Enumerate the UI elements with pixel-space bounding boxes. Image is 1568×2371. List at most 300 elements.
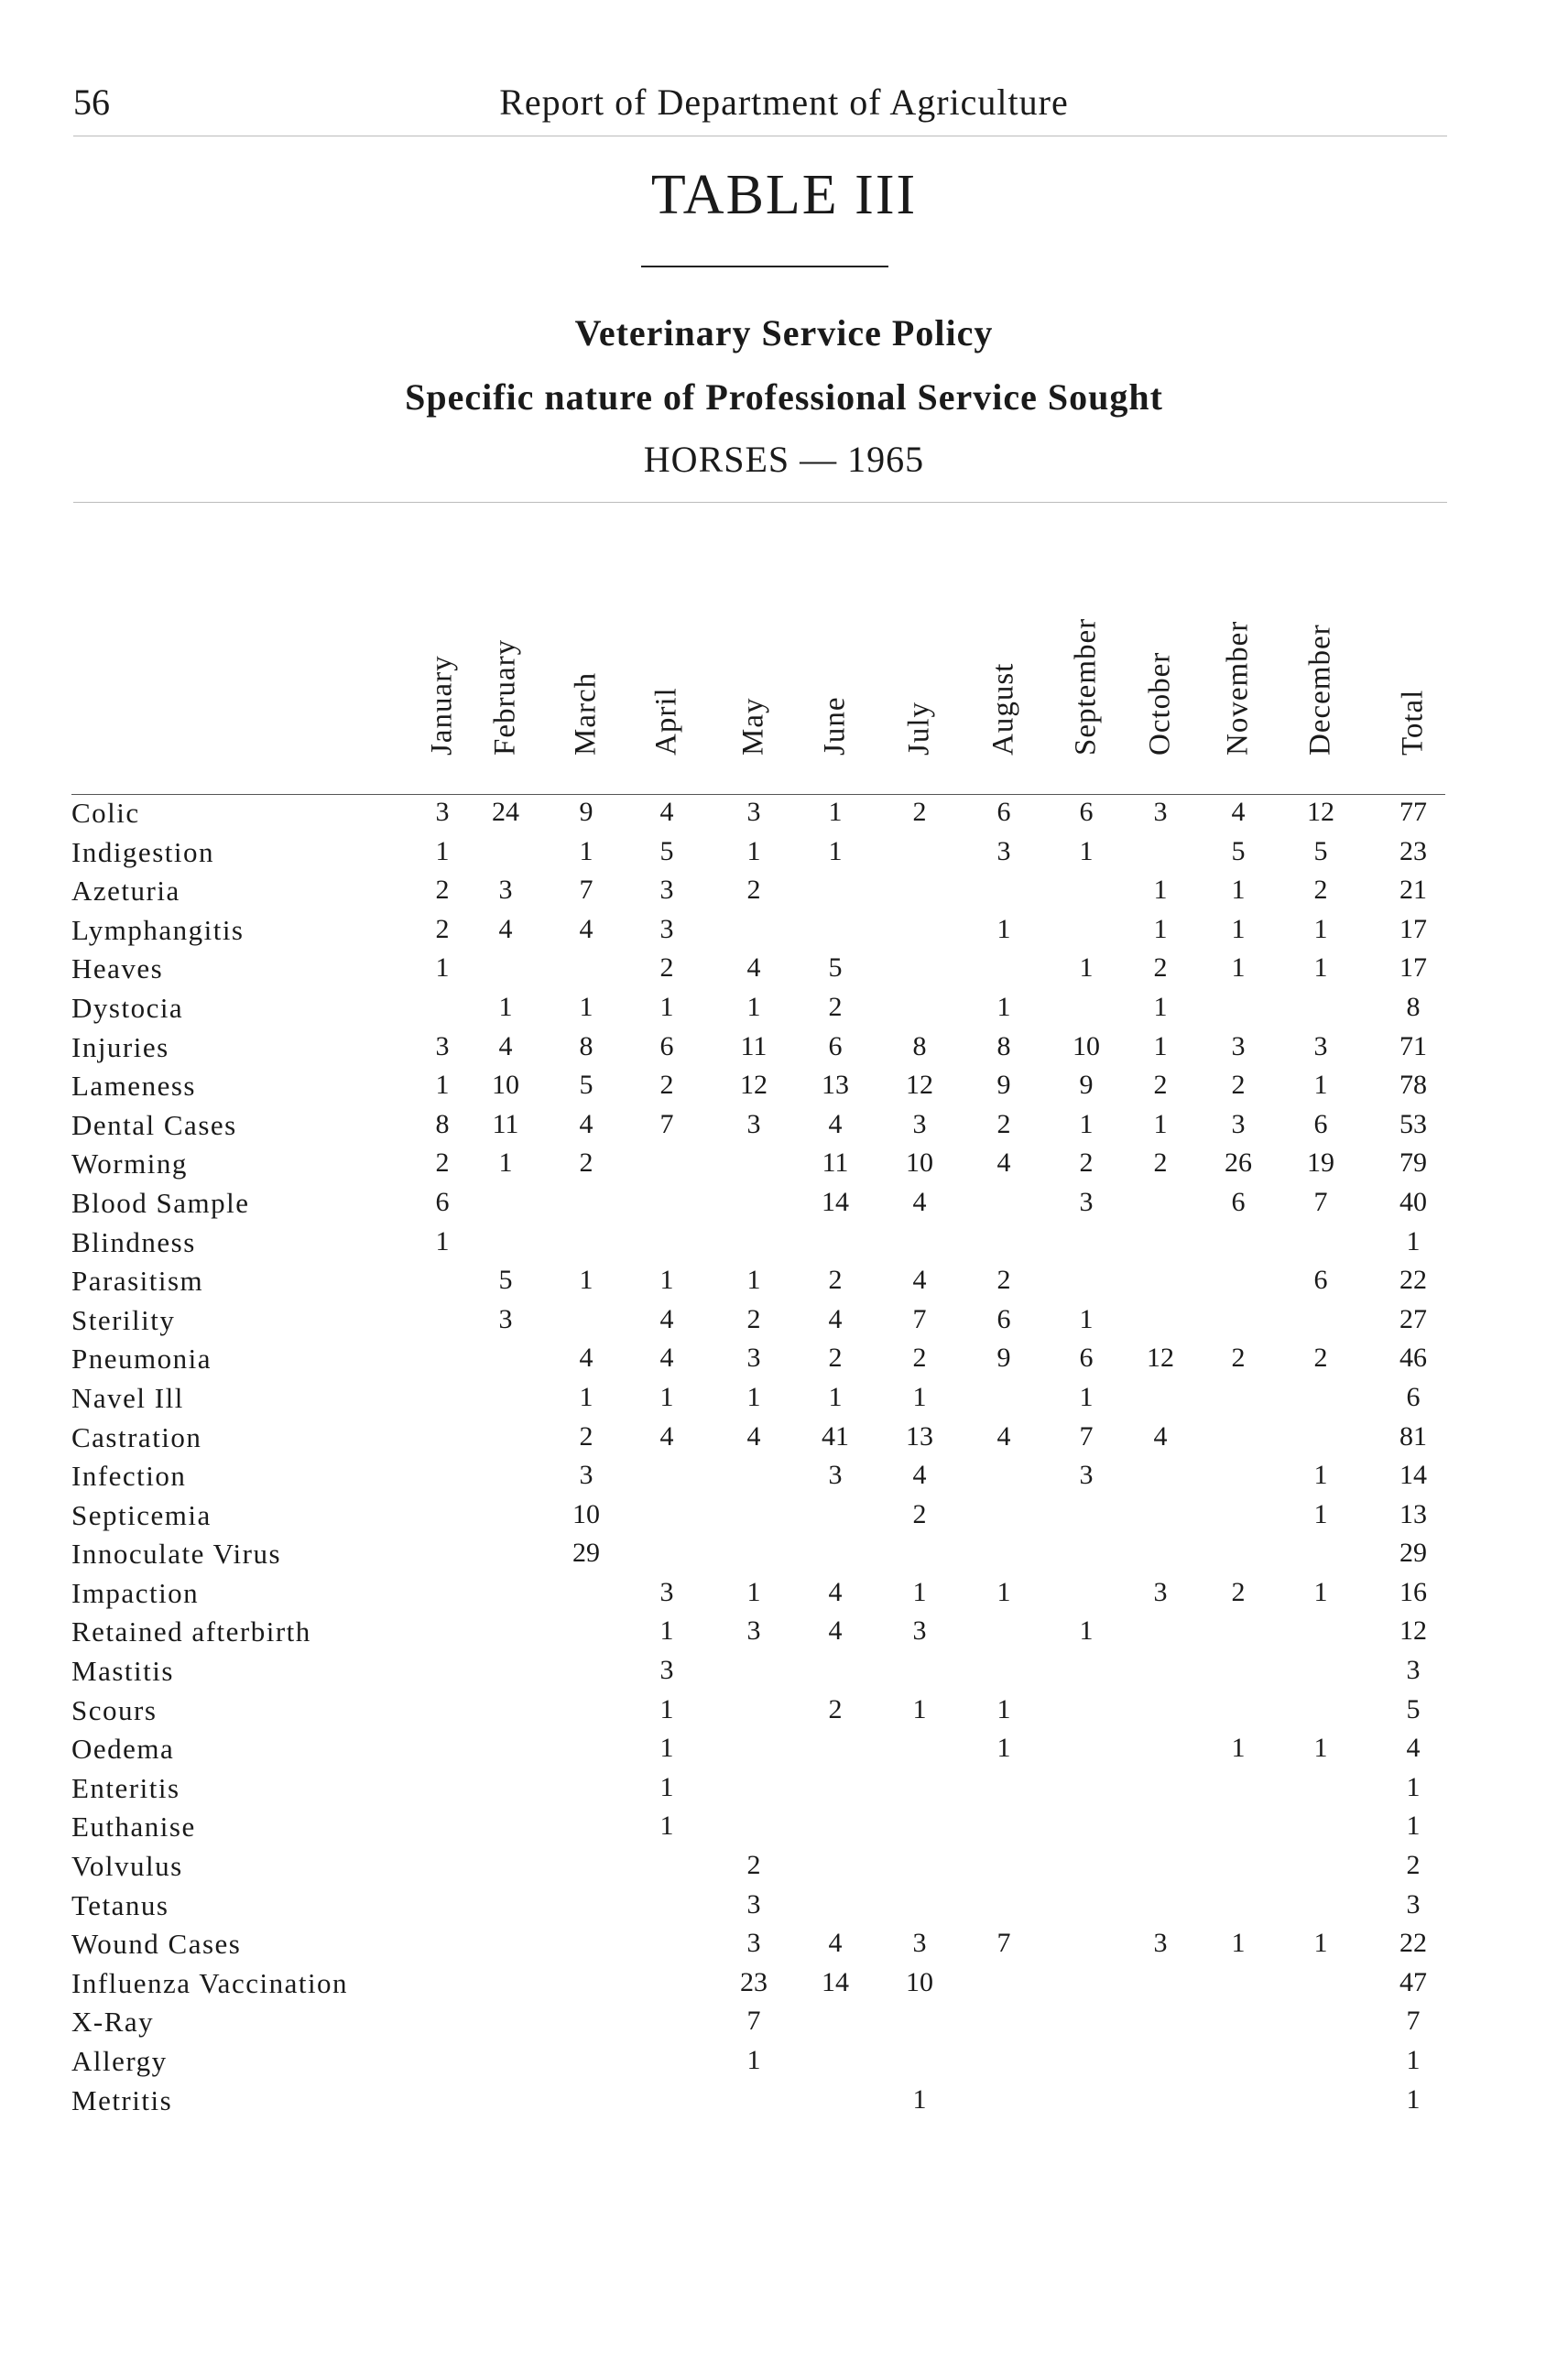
month-cell: 1 <box>659 1811 674 1842</box>
month-cell: 3 <box>435 1030 450 1061</box>
row-label: Castration <box>71 1420 202 1453</box>
month-cell: 1 <box>828 1381 843 1412</box>
table-row <box>0 873 1568 912</box>
month-cell: 19 <box>1307 1147 1334 1179</box>
month-cell: 1 <box>579 1381 593 1412</box>
month-cell: 2 <box>435 875 450 906</box>
month-cell: 4 <box>746 1420 761 1452</box>
table-row <box>0 1497 1568 1537</box>
column-header-label: May <box>736 697 770 756</box>
month-cell: 4 <box>659 1420 674 1452</box>
month-cell: 6 <box>1079 797 1094 827</box>
month-cell: 2 <box>912 1343 927 1374</box>
row-label: Injuries <box>71 1030 169 1063</box>
month-cell: 4 <box>659 1303 674 1334</box>
month-cell: 9 <box>996 1070 1011 1101</box>
subtitle-service: Specific nature of Professional Service Sought <box>405 376 1163 418</box>
table-row <box>0 1146 1568 1185</box>
month-cell: 2 <box>435 913 450 944</box>
page-number: 56 <box>73 82 110 123</box>
month-cell: 14 <box>822 1186 849 1217</box>
column-header-label: July <box>902 701 936 756</box>
month-cell: 4 <box>828 1615 843 1647</box>
month-cell: 29 <box>572 1538 600 1569</box>
table-row <box>0 990 1568 1029</box>
month-cell: 3 <box>659 913 674 944</box>
table-row <box>0 1185 1568 1224</box>
row-label: Tetanus <box>71 1888 169 1921</box>
month-cell: 3 <box>1079 1186 1094 1217</box>
table-row <box>0 2083 1568 2122</box>
row-label: Septicemia <box>71 1498 212 1531</box>
month-cell: 1 <box>1153 1030 1168 1061</box>
month-cell: 5 <box>498 1265 513 1296</box>
month-cell: 10 <box>492 1070 519 1101</box>
month-cell: 1 <box>1079 1303 1094 1334</box>
month-cell: 1 <box>498 1147 513 1179</box>
month-cell: 1 <box>746 1576 761 1607</box>
table-title: TABLE III <box>650 164 918 226</box>
month-cell: 2 <box>1153 1070 1168 1101</box>
month-cell: 7 <box>746 2006 761 2037</box>
month-cell: 11 <box>492 1108 519 1139</box>
month-cell: 3 <box>746 1888 761 1920</box>
table-row <box>0 912 1568 952</box>
month-cell: 2 <box>746 1303 761 1334</box>
total-cell: 7 <box>1406 2006 1421 2037</box>
table-row <box>0 1809 1568 1848</box>
column-header-label: November <box>1221 620 1255 756</box>
total-cell: 1 <box>1406 2083 1421 2115</box>
month-cell: 5 <box>1313 835 1328 866</box>
row-label: Allergy <box>71 2045 168 2077</box>
column-header-label: December <box>1303 624 1337 756</box>
month-cell: 13 <box>822 1070 849 1101</box>
month-cell: 2 <box>1231 1343 1246 1374</box>
month-cell: 1 <box>1313 1498 1328 1529</box>
month-cell: 4 <box>498 1030 513 1061</box>
total-cell: 13 <box>1399 1498 1427 1529</box>
month-cell: 4 <box>579 1343 593 1374</box>
row-label: Azeturia <box>71 875 180 908</box>
table-row <box>0 1458 1568 1497</box>
month-cell: 3 <box>912 1928 927 1959</box>
total-cell: 1 <box>1406 1771 1421 1802</box>
month-cell: 1 <box>1079 835 1094 866</box>
month-cell: 1 <box>996 913 1011 944</box>
month-cell: 4 <box>828 1928 843 1959</box>
month-cell: 3 <box>1153 1576 1168 1607</box>
section-rule <box>73 502 1447 503</box>
month-cell: 9 <box>996 1343 1011 1374</box>
month-cell: 2 <box>828 1265 843 1296</box>
month-cell: 1 <box>579 835 593 866</box>
row-label: Scours <box>71 1693 158 1726</box>
month-cell: 4 <box>912 1186 927 1217</box>
row-label: Pneumonia <box>71 1343 212 1376</box>
table-row <box>0 1692 1568 1732</box>
month-cell: 2 <box>659 1070 674 1101</box>
month-cell: 3 <box>746 1928 761 1959</box>
month-cell: 1 <box>746 1265 761 1296</box>
column-header-label: June <box>818 696 852 756</box>
month-cell: 41 <box>822 1420 849 1452</box>
row-label: X-Ray <box>71 2006 155 2039</box>
month-cell: 1 <box>579 1265 593 1296</box>
month-cell: 1 <box>1313 1576 1328 1607</box>
row-label: Lameness <box>71 1070 196 1103</box>
table-row <box>0 2043 1568 2083</box>
month-cell: 1 <box>996 1576 1011 1607</box>
running-head: Report of Department of Agriculture <box>499 82 1069 123</box>
month-cell: 1 <box>579 991 593 1022</box>
column-header-label: Total <box>1396 689 1430 756</box>
month-cell: 4 <box>498 913 513 944</box>
month-cell: 1 <box>659 1615 674 1647</box>
month-cell: 4 <box>659 797 674 827</box>
month-cell: 7 <box>1313 1186 1328 1217</box>
month-cell: 12 <box>1307 797 1334 827</box>
table-row <box>0 1380 1568 1419</box>
month-cell: 3 <box>659 1655 674 1686</box>
month-cell: 3 <box>659 875 674 906</box>
month-cell: 4 <box>659 1343 674 1374</box>
month-cell: 12 <box>906 1070 933 1101</box>
month-cell: 4 <box>828 1108 843 1139</box>
table-row <box>0 834 1568 874</box>
total-cell: 79 <box>1399 1147 1427 1179</box>
month-cell: 2 <box>1153 1147 1168 1179</box>
month-cell: 1 <box>912 1693 927 1724</box>
month-cell: 8 <box>912 1030 927 1061</box>
total-cell: 4 <box>1406 1733 1421 1764</box>
month-cell: 1 <box>1231 913 1246 944</box>
total-cell: 22 <box>1399 1928 1427 1959</box>
table-row <box>0 1887 1568 1927</box>
month-cell: 1 <box>435 1070 450 1101</box>
row-label: Blood Sample <box>71 1186 250 1219</box>
row-label: Sterility <box>71 1303 176 1336</box>
table-row <box>0 1224 1568 1264</box>
month-cell: 1 <box>659 991 674 1022</box>
month-cell: 10 <box>906 1966 933 1997</box>
month-cell: 1 <box>996 991 1011 1022</box>
row-label: Blindness <box>71 1225 196 1258</box>
month-cell: 4 <box>1153 1420 1168 1452</box>
month-cell: 2 <box>1313 1343 1328 1374</box>
month-cell: 4 <box>579 913 593 944</box>
total-cell: 78 <box>1399 1070 1427 1101</box>
column-header-label: October <box>1143 651 1177 756</box>
row-label: Wound Cases <box>71 1928 242 1961</box>
total-cell: 14 <box>1399 1460 1427 1491</box>
month-cell: 2 <box>579 1420 593 1452</box>
total-cell: 17 <box>1399 913 1427 944</box>
month-cell: 3 <box>1079 1460 1094 1491</box>
month-cell: 5 <box>659 835 674 866</box>
month-cell: 1 <box>1313 1070 1328 1101</box>
month-cell: 2 <box>828 1693 843 1724</box>
month-cell: 3 <box>1231 1108 1246 1139</box>
month-cell: 2 <box>912 797 927 827</box>
month-cell: 1 <box>1079 952 1094 984</box>
row-label: Dystocia <box>71 991 184 1024</box>
month-cell: 11 <box>740 1030 768 1061</box>
month-cell: 1 <box>912 2083 927 2115</box>
month-cell: 1 <box>435 1225 450 1256</box>
row-label: Mastitis <box>71 1655 174 1688</box>
row-label: Heaves <box>71 952 164 985</box>
subtitle-species-year: HORSES — 1965 <box>643 439 925 480</box>
month-cell: 1 <box>1231 1733 1246 1764</box>
month-cell: 10 <box>572 1498 600 1529</box>
table-row <box>0 1419 1568 1459</box>
month-cell: 6 <box>1313 1265 1328 1296</box>
month-cell: 1 <box>1313 913 1328 944</box>
month-cell: 1 <box>828 835 843 866</box>
month-cell: 2 <box>828 1343 843 1374</box>
month-cell: 1 <box>1079 1108 1094 1139</box>
month-cell: 3 <box>746 1343 761 1374</box>
table-row <box>0 1536 1568 1575</box>
month-cell: 1 <box>912 1576 927 1607</box>
month-cell: 1 <box>1231 952 1246 984</box>
month-cell: 26 <box>1225 1147 1252 1179</box>
total-cell: 17 <box>1399 952 1427 984</box>
month-cell: 1 <box>435 952 450 984</box>
month-cell: 8 <box>435 1108 450 1139</box>
month-cell: 1 <box>659 1381 674 1412</box>
total-cell: 53 <box>1399 1108 1427 1139</box>
month-cell: 4 <box>1231 797 1246 827</box>
month-cell: 1 <box>746 835 761 866</box>
total-cell: 3 <box>1406 1888 1421 1920</box>
month-cell: 2 <box>435 1147 450 1179</box>
month-cell: 3 <box>1153 1928 1168 1959</box>
month-cell: 4 <box>828 1303 843 1334</box>
month-cell: 6 <box>996 1303 1011 1334</box>
total-cell: 46 <box>1399 1343 1427 1374</box>
table-row <box>0 1302 1568 1342</box>
month-cell: 7 <box>579 875 593 906</box>
column-header-label: January <box>425 655 459 756</box>
table-row <box>0 1614 1568 1653</box>
month-cell: 6 <box>435 1186 450 1217</box>
total-cell: 81 <box>1399 1420 1427 1452</box>
month-cell: 4 <box>912 1265 927 1296</box>
month-cell: 23 <box>740 1966 768 1997</box>
month-cell: 7 <box>1079 1420 1094 1452</box>
row-label: Infection <box>71 1460 187 1493</box>
month-cell: 1 <box>1313 1928 1328 1959</box>
table-row <box>0 1263 1568 1302</box>
month-cell: 11 <box>822 1147 849 1179</box>
table-row <box>0 1575 1568 1615</box>
row-label: Influenza Vaccination <box>71 1966 349 1999</box>
row-label: Worming <box>71 1147 188 1180</box>
title-underline <box>641 266 888 267</box>
total-cell: 47 <box>1399 1966 1427 1997</box>
total-cell: 8 <box>1406 991 1421 1022</box>
month-cell: 4 <box>746 952 761 984</box>
month-cell: 3 <box>498 1303 513 1334</box>
month-cell: 2 <box>746 875 761 906</box>
table-row <box>0 1029 1568 1069</box>
month-cell: 2 <box>1313 875 1328 906</box>
column-header-label: March <box>569 671 603 756</box>
month-cell: 1 <box>1313 952 1328 984</box>
total-cell: 1 <box>1406 2045 1421 2075</box>
month-cell: 2 <box>996 1265 1011 1296</box>
month-cell: 6 <box>996 797 1011 827</box>
table-row <box>0 795 1568 834</box>
month-cell: 1 <box>1153 875 1168 906</box>
month-cell: 7 <box>996 1928 1011 1959</box>
total-cell: 71 <box>1399 1030 1427 1061</box>
row-label: Navel Ill <box>71 1381 184 1414</box>
table-row <box>0 1848 1568 1887</box>
column-header-label: September <box>1069 617 1103 756</box>
month-cell: 1 <box>1153 991 1168 1022</box>
month-cell: 12 <box>1147 1343 1174 1374</box>
month-cell: 3 <box>1231 1030 1246 1061</box>
month-cell: 6 <box>1313 1108 1328 1139</box>
total-cell: 1 <box>1406 1225 1421 1256</box>
month-cell: 1 <box>498 991 513 1022</box>
total-cell: 23 <box>1399 835 1427 866</box>
month-cell: 1 <box>1079 1615 1094 1647</box>
month-cell: 1 <box>1313 1460 1328 1491</box>
total-cell: 6 <box>1406 1381 1421 1412</box>
table-row <box>0 1107 1568 1147</box>
table-row <box>0 1926 1568 1965</box>
total-cell: 21 <box>1399 875 1427 906</box>
month-cell: 6 <box>1231 1186 1246 1217</box>
row-label: Metritis <box>71 2083 173 2116</box>
total-cell: 1 <box>1406 1811 1421 1842</box>
month-cell: 1 <box>1313 1733 1328 1764</box>
month-cell: 12 <box>740 1070 768 1101</box>
month-cell: 3 <box>435 797 450 827</box>
total-cell: 12 <box>1399 1615 1427 1647</box>
month-cell: 1 <box>1079 1381 1094 1412</box>
column-header-label: August <box>986 662 1020 756</box>
month-cell: 4 <box>996 1420 1011 1452</box>
total-cell: 40 <box>1399 1186 1427 1217</box>
table-row <box>0 1770 1568 1810</box>
month-cell: 3 <box>746 1615 761 1647</box>
month-cell: 8 <box>579 1030 593 1061</box>
month-cell: 1 <box>996 1693 1011 1724</box>
month-cell: 4 <box>996 1147 1011 1179</box>
month-cell: 1 <box>1153 1108 1168 1139</box>
row-label: Lymphangitis <box>71 913 245 946</box>
month-cell: 6 <box>1079 1343 1094 1374</box>
column-header-label: February <box>488 638 522 756</box>
month-cell: 24 <box>492 797 519 827</box>
row-label: Parasitism <box>71 1265 204 1298</box>
total-cell: 2 <box>1406 1850 1421 1881</box>
table-row <box>0 1341 1568 1380</box>
total-cell: 16 <box>1399 1576 1427 1607</box>
table-row <box>0 1965 1568 2005</box>
row-label: Retained afterbirth <box>71 1615 311 1648</box>
month-cell: 1 <box>746 1381 761 1412</box>
table-row <box>0 951 1568 990</box>
row-label: Enteritis <box>71 1771 180 1804</box>
row-label: Volvulus <box>71 1850 183 1883</box>
table-row <box>0 1731 1568 1770</box>
month-cell: 1 <box>912 1381 927 1412</box>
month-cell: 2 <box>1153 952 1168 984</box>
subtitle-policy: Veterinary Service Policy <box>574 312 994 353</box>
month-cell: 2 <box>1231 1070 1246 1101</box>
month-cell: 6 <box>659 1030 674 1061</box>
month-cell: 8 <box>996 1030 1011 1061</box>
total-cell: 29 <box>1399 1538 1427 1569</box>
month-cell: 7 <box>659 1108 674 1139</box>
table-row <box>0 2004 1568 2043</box>
row-label: Impaction <box>71 1576 200 1609</box>
month-cell: 3 <box>746 797 761 827</box>
month-cell: 3 <box>579 1460 593 1491</box>
table-row <box>0 1068 1568 1107</box>
month-cell: 13 <box>906 1420 933 1452</box>
service-table <box>0 795 1568 2121</box>
row-label: Dental Cases <box>71 1108 237 1141</box>
month-cell: 3 <box>746 1108 761 1139</box>
month-cell: 3 <box>659 1576 674 1607</box>
month-cell: 10 <box>1073 1030 1100 1061</box>
total-cell: 77 <box>1399 797 1427 827</box>
month-cell: 2 <box>996 1108 1011 1139</box>
month-cell: 6 <box>828 1030 843 1061</box>
month-cell: 1 <box>659 1733 674 1764</box>
total-cell: 3 <box>1406 1655 1421 1686</box>
total-cell: 27 <box>1399 1303 1427 1334</box>
month-cell: 4 <box>579 1108 593 1139</box>
column-header-label: April <box>649 687 683 756</box>
month-cell: 3 <box>996 835 1011 866</box>
row-label: Indigestion <box>71 835 214 868</box>
month-cell: 4 <box>828 1576 843 1607</box>
month-cell: 5 <box>579 1070 593 1101</box>
month-cell: 4 <box>912 1460 927 1491</box>
row-label: Innoculate Virus <box>71 1538 282 1571</box>
month-cell: 1 <box>746 2045 761 2075</box>
month-cell: 7 <box>912 1303 927 1334</box>
month-cell: 10 <box>906 1147 933 1179</box>
month-cell: 2 <box>1231 1576 1246 1607</box>
month-cell: 1 <box>746 991 761 1022</box>
month-cell: 1 <box>1153 913 1168 944</box>
month-cell: 5 <box>1231 835 1246 866</box>
month-cell: 5 <box>828 952 843 984</box>
month-cell: 1 <box>435 835 450 866</box>
month-cell: 3 <box>1313 1030 1328 1061</box>
month-cell: 3 <box>498 875 513 906</box>
month-cell: 1 <box>659 1693 674 1724</box>
month-cell: 3 <box>1153 797 1168 827</box>
month-cell: 2 <box>912 1498 927 1529</box>
month-cell: 9 <box>579 797 593 827</box>
month-cell: 2 <box>659 952 674 984</box>
table-row <box>0 1653 1568 1692</box>
month-cell: 1 <box>1231 1928 1246 1959</box>
month-cell: 2 <box>1079 1147 1094 1179</box>
month-cell: 3 <box>912 1615 927 1647</box>
month-cell: 1 <box>1231 875 1246 906</box>
